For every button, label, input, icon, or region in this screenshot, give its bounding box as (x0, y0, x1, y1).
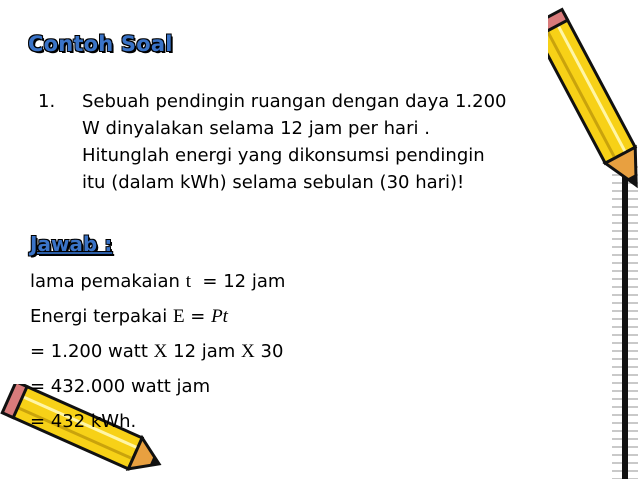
multiply-sign: X (241, 341, 255, 362)
question-line: W dinyalakan selama 12 jam per hari . (82, 118, 430, 139)
answer-text: = (184, 306, 212, 327)
answer-line-watt-hour: = 432.000 watt jam (30, 376, 211, 397)
slide-title: Contoh Soal (28, 32, 173, 56)
answer-text: lama pemakaian (30, 271, 186, 292)
question-number: 1. (38, 91, 56, 112)
answer-text: 30 (254, 341, 284, 362)
answer-line-energy (30, 299, 590, 334)
answer-text: = 12 jam (190, 271, 286, 292)
question-line: itu (dalam kWh) selama sebulan (30 hari)! (82, 172, 465, 193)
answer-heading: Jawab : (30, 232, 113, 256)
slide-right-border (612, 160, 638, 479)
multiply-sign: X (153, 341, 168, 362)
answer-text: Energi terpakai (30, 306, 173, 327)
formula-pt: Pt (211, 306, 228, 327)
question-line: Hitunglah energi yang dikonsumsi pendingin (82, 145, 485, 166)
question-text (82, 88, 572, 196)
question-item (38, 88, 578, 196)
answer-text: 12 jam (167, 341, 242, 362)
question-line: Sebuah pendingin ruangan dengan daya 1.200 (82, 91, 507, 112)
variable-e: E (172, 306, 185, 327)
answer-text: = 1.200 watt (30, 341, 154, 362)
variable-t: t (185, 271, 191, 292)
answer-line-kwh: = 432 kWh. (30, 411, 137, 432)
answer-line-duration (30, 264, 590, 299)
answer-body (30, 264, 590, 439)
answer-line-calculation (30, 334, 590, 369)
